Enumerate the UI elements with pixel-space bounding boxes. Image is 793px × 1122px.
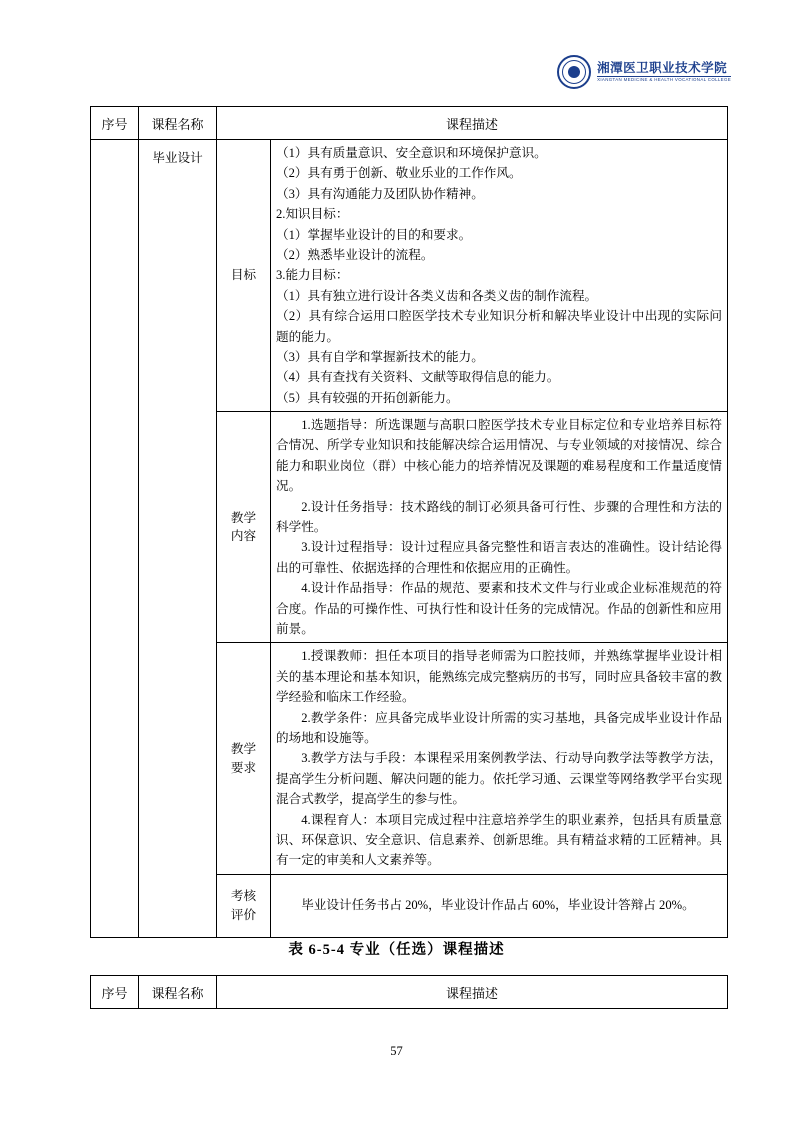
section-content-goal [271,140,728,412]
paragraph: （5）具有较强的开拓创新能力。 [276,390,459,405]
section-label-goal: 目标 [217,140,271,412]
course-description-table [90,106,728,938]
paragraph: （1）具有质量意识、安全意识和环境保护意识。 [276,146,547,160]
header-course-name: 课程名称 [139,976,217,1009]
seal-icon [557,55,591,89]
paragraph: 2.设计任务指导：技术路线的制订必须具备可行性、步骤的合理性和方法的科学性。 [276,499,722,535]
table-caption: 表 6-5-4 专业（任选）课程描述 [288,942,505,958]
college-logo [557,55,731,89]
paragraph: 2.知识目标： [276,207,349,222]
section-content-requirement [271,643,728,874]
paragraph: 4.课程育人：本项目完成过程中注意培养学生的职业素养，包括具有质量意识、环保意识、安全意识、信息素养、创新思维。具有精益求精的工匠精神。具有一定的审美和人文素养等。 [276,812,722,868]
paragraph: （3）具有沟通能力及团队协作精神。 [276,186,484,201]
paragraph: （3）具有自学和掌握新技术的能力。 [276,349,484,364]
section-label-requirement: 教学 要求 [217,643,271,874]
paragraph: 2.教学条件：应具备完成毕业设计所需的实习基地，具备完成毕业设计作品的场地和设施等。 [276,710,722,745]
header-course-description: 课程描述 [217,107,728,140]
paragraph: （2）具有综合运用口腔医学技术专业知识分析和解决毕业设计中出现的实际问题的能力。 [276,309,722,344]
logo-english-name: XIANGTAN MEDICINE & HEALTH VOCATIONAL COLLEGE [597,76,731,82]
paragraph: 4.设计作品指导：作品的规范、要素和技术文件与行业或企业标准规范的符合度。作品的可操作性、可执行性和设计任务的完成情况。作品的创新性和应用前景。 [276,581,722,636]
paragraph: （2）具有勇于创新、敬业乐业的工作作风。 [276,166,522,181]
page-number: 57 [390,1044,403,1058]
paragraph: 1.选题指导：所选课题与高职口腔医学技术专业目标定位和专业培养目标符合情况、所学专业知识和技能解决综合运用情况、与专业领域的对接情况、综合能力和职业岗位（群）中核心能力的培养情况及课题的难易程度和工作量适度情况。 [276,418,722,494]
paragraph: 3.教学方法与手段：本课程采用案例教学法、行动导向教学法等教学方法，提高学生分析问题、解决问题的能力。依托学习通、云课堂等网络教学平台实现混合式教学，提高学生的参与性。 [276,751,722,807]
header-no: 序号 [91,976,139,1009]
paragraph: （2）熟悉毕业设计的流程。 [276,247,434,262]
header-course-description: 课程描述 [217,976,728,1009]
paragraph: 1.授课教师：担任本项目的指导老师需为口腔技师，并熟练掌握毕业设计相关的基本理论和基本知识，能熟练完成完整病历的书写，同时应具备较丰富的教学经验和临床工作经验。 [276,649,722,705]
elective-course-table [90,975,728,1009]
paragraph: 3.能力目标： [276,268,349,283]
row-no-cell [91,140,139,938]
section-label-content: 教学 内容 [217,412,271,643]
section-content-teaching [271,412,728,643]
course-name-cell: 毕业设计 [139,140,217,938]
section-label-assessment: 考核 评价 [217,874,271,937]
header-no: 序号 [91,107,139,140]
paragraph: （4）具有查找有关资料、文献等取得信息的能力。 [276,370,560,385]
logo-chinese-name: 湘潭医卫职业技术学院 [597,60,728,75]
paragraph: 3.设计过程指导：设计过程应具备完整性和语言表达的准确性。设计结论得出的可靠性、依据选择的合理性和依据应用的正确性。 [276,540,722,575]
paragraph: 毕业设计任务书占 20%，毕业设计作品占 60%，毕业设计答辩占 20%。 [301,898,695,913]
section-content-assessment [271,874,728,937]
table-header-row [91,107,728,140]
logo-text [597,62,731,83]
table-row [91,140,728,412]
table-header-row [91,976,728,1009]
header-course-name: 课程名称 [139,107,217,140]
paragraph: （1）具有独立进行设计各类义齿和各类义齿的制作流程。 [276,288,598,303]
paragraph: （1）掌握毕业设计的目的和要求。 [276,227,472,242]
